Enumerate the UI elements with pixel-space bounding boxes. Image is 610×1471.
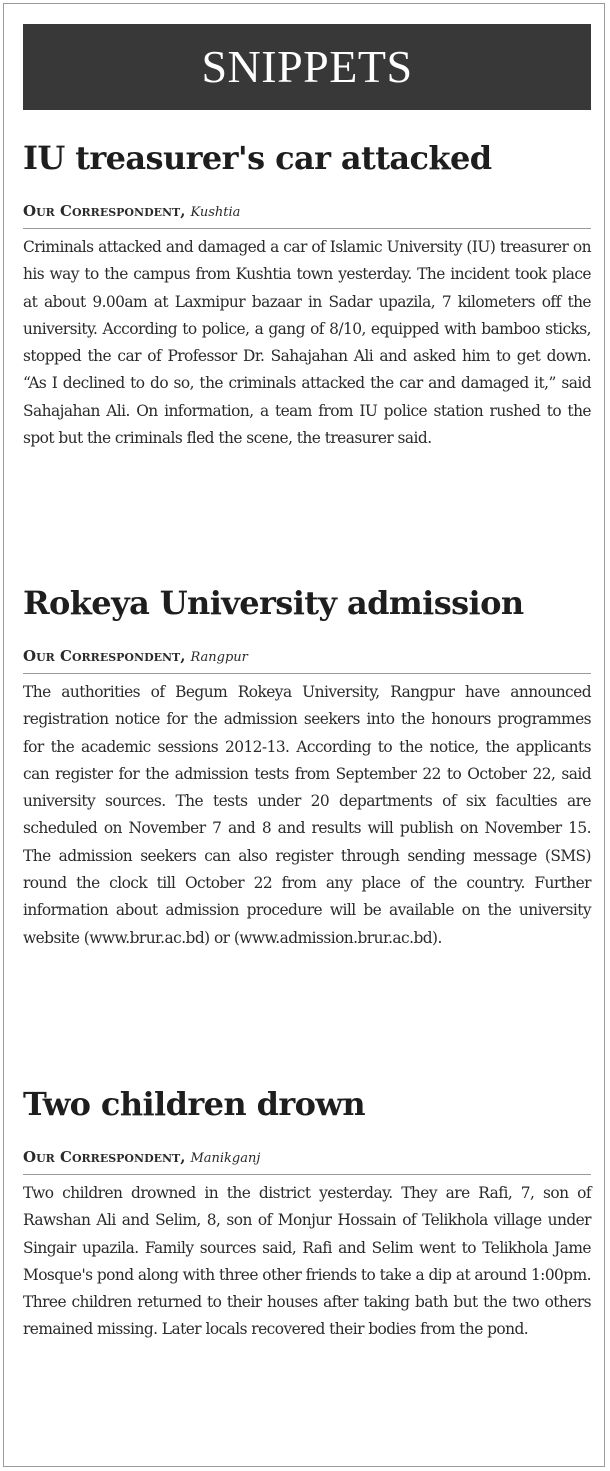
section-banner [23, 24, 591, 110]
byline-author: Our Correspondent, [23, 1148, 186, 1166]
byline-author: Our Correspondent, [23, 647, 186, 665]
byline-divider [23, 228, 591, 229]
byline-divider [23, 673, 591, 674]
byline-author: Our Correspondent, [23, 202, 186, 220]
byline-location: Kushtia [190, 205, 241, 220]
article-headline: IU treasurer's car attacked [23, 139, 492, 177]
section-title: SNIPPETS [201, 41, 413, 92]
article-body: Two children drowned in the district yesterday. They are Rafi, 7, son of Rawshan Ali and Selim, 8, son of Monjur Hossain of Telikhola village under Singair upazila. Family sources said, Rafi and Selim went to Telikhola Jame Mosque's pond along with three other friends to take a dip at around 1:00pm. Three children returned to their houses after taking bath but the two others remained missing. Later locals recovered their bodies from the pond. [23, 1184, 591, 1339]
article-headline: Rokeya University admission [23, 584, 524, 622]
byline-location: Rangpur [190, 650, 248, 665]
article-body: The authorities of Begum Rokeya University, Rangpur have announced registration notice for the admission seekers into the honours programmes for the academic sessions 2012-13. According to the notice, the applicants can register for the admission tests from September 22 to October 22, said university sources. The tests under 20 departments of six faculties are scheduled on November 7 and 8 and results will publish on November 15. The admission seekers can also register through sending message (SMS) round the clock till October 22 from any place of the country. Further information about admission procedure will be available on the university website (www.brur.ac.bd) or (www.admission.brur.ac.bd). [23, 683, 591, 947]
article-body: Criminals attacked and damaged a car of Islamic University (IU) treasurer on his way to the campus from Kushtia town yesterday. The incident took place at about 9.00am at Laxmipur bazaar in Sadar upazila, 7 kilometers off the university. According to police, a gang of 8/10, equipped with bamboo sticks, stopped the car of Professor Dr. Sahajahan Ali and asked him to get down. “As I declined to do so, the criminals attacked the car and damaged it,” said Sahajahan Ali. On information, a team from IU police station rushed to the spot but the criminals fled the scene, the treasurer said. [23, 238, 591, 448]
article-byline [23, 646, 248, 668]
article-byline [23, 201, 240, 223]
article-byline [23, 1147, 260, 1169]
byline-location: Manikganj [190, 1151, 261, 1166]
byline-divider [23, 1174, 591, 1175]
article-headline: Two children drown [23, 1085, 365, 1123]
